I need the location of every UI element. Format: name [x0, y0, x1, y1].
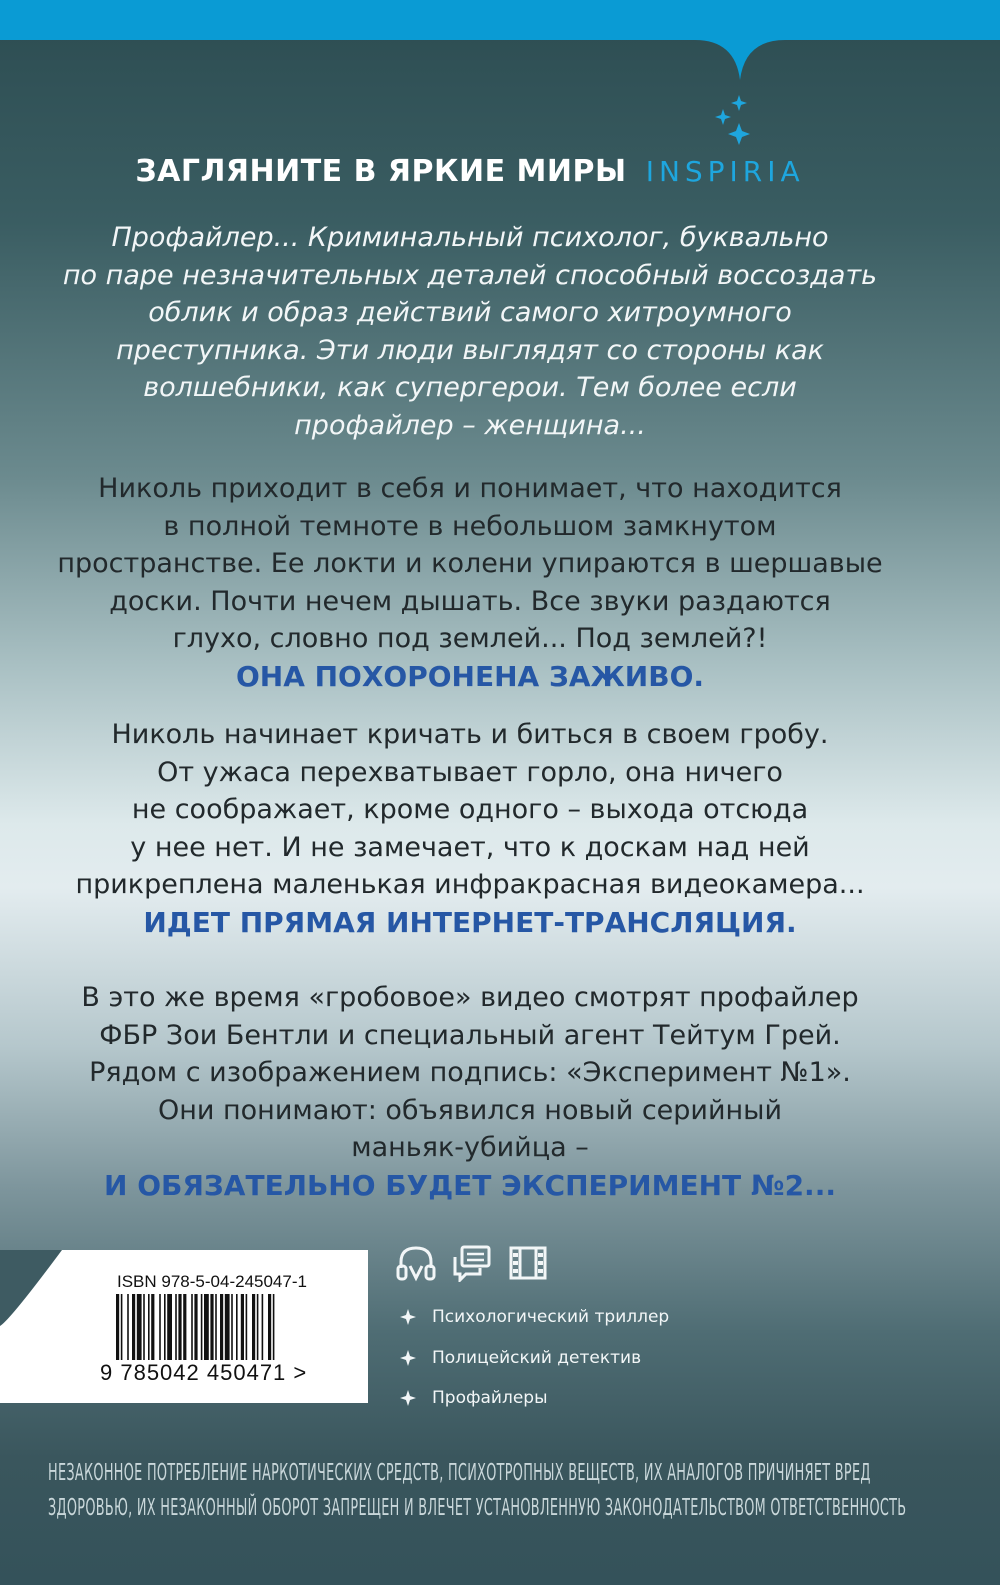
text-line: по паре незначительных деталей способный воссоздать: [62, 259, 878, 291]
text-line: Николь приходит в себя и понимает, что находится: [98, 473, 842, 504]
intro-paragraph: [40, 219, 900, 445]
text-line: Они понимают: объявился новый серийный: [157, 1094, 783, 1126]
text-line: Николь начинает кричать и биться в своем гробу.: [111, 719, 829, 750]
accent-line: ОНА ПОХОРОНЕНА ЗАЖИВО.: [235, 659, 705, 693]
isbn-label: ISBN 978-5-04-245047-1: [117, 1272, 307, 1291]
text-line: в полной темноте в небольшом замкнутом: [163, 510, 777, 542]
top-band-notch: [695, 36, 785, 82]
text-line: НЕЗАКОННОЕ ПОТРЕБЛЕНИЕ НАРКОТИЧЕСКИХ СРЕДСТВ, ПСИХОТРОПНЫХ ВЕЩЕСТВ, ИХ АНАЛОГОВ ПРИЧИНЯЕТ ВРЕД: [48, 1460, 871, 1486]
paragraph-3: [40, 716, 900, 942]
barcode-digits: 9 785042 450471 >: [100, 1360, 308, 1385]
text-line: облик и образ действий самого хитроумного: [148, 297, 792, 329]
text-line: ЗДОРОВЬЮ, ИХ НЕЗАКОННЫЙ ОБОРОТ ЗАПРЕЩЕН И ВЛЕЧЕТ УСТАНОВЛЕННУЮ ЗАКОНОДАТЕЛЬСТВОМ ОТВЕТСТВЕННОСТЬ: [48, 1495, 907, 1521]
sparkle-icon: [400, 1309, 416, 1325]
list-item: [400, 1378, 669, 1419]
text-line: глухо, словно под землей... Под землей?!: [172, 623, 768, 655]
list-item: [400, 1338, 669, 1379]
barcode-icon: [116, 1294, 312, 1360]
genre-tags: [400, 1297, 669, 1419]
text-line: волшебники, как супергерои. Тем более если: [143, 372, 797, 404]
text-line: Рядом с изображением подпись: «Эксперимент №1».: [89, 1057, 851, 1089]
series-title: ЗАГЛЯНИТЕ В ЯРКИЕ МИРЫ: [135, 154, 627, 189]
film-icon: [508, 1244, 548, 1282]
brand-name: INSPIRIA: [645, 155, 805, 188]
sparkle-icon: [400, 1350, 416, 1366]
sparkle-icon: [400, 1390, 416, 1406]
text-line: От ужаса перехватывает горло, она ничего: [157, 756, 783, 788]
text-line: преступника. Эти люди выглядят со стороны как: [116, 334, 824, 366]
list-item: [400, 1297, 669, 1338]
text-line: у нее нет. И не замечает, что к доскам над ней: [130, 831, 810, 863]
text-line: пространстве. Ее локти и колени упираются в шершавые: [57, 548, 883, 580]
text-line: В это же время «гробовое» видео смотрят профайлер: [81, 982, 859, 1013]
text-line: ФБР Зои Бентли и специальный агент Тейтум Грей.: [99, 1019, 841, 1051]
text-line: не соображает, кроме одного – выхода отсюда: [131, 794, 809, 826]
paragraph-2: [40, 470, 900, 696]
paragraph-4: [40, 979, 900, 1205]
text-line: доски. Почти нечем дышать. Все звуки раздаются: [109, 585, 831, 617]
tag-label: Психологический триллер: [432, 1307, 670, 1328]
top-band: [0, 0, 1000, 40]
legal-warning: [48, 1456, 947, 1526]
text-line: маньяк-убийца –: [351, 1132, 589, 1164]
accent-line: И ОБЯЗАТЕЛЬНО БУДЕТ ЭКСПЕРИМЕНТ №2...: [104, 1168, 836, 1202]
accent-line: ИДЕТ ПРЯМАЯ ИНТЕРНЕТ-ТРАНСЛЯЦИЯ.: [143, 905, 797, 939]
text-line: прикреплена маленькая инфракрасная видеокамера...: [75, 869, 865, 901]
sparkle-icon: [715, 93, 755, 149]
media-formats: [396, 1244, 548, 1282]
tag-label: Полицейский детектив: [432, 1347, 642, 1368]
tag-label: Профайлеры: [432, 1388, 548, 1409]
text-line: Профайлер... Криминальный психолог, буквально: [111, 222, 829, 253]
series-header: [0, 154, 940, 189]
chat-bubbles-icon: [452, 1244, 492, 1282]
headphones-icon: [396, 1244, 436, 1282]
text-line: профайлер – женщина...: [294, 409, 646, 441]
barcode-panel-notch: [0, 1250, 62, 1403]
